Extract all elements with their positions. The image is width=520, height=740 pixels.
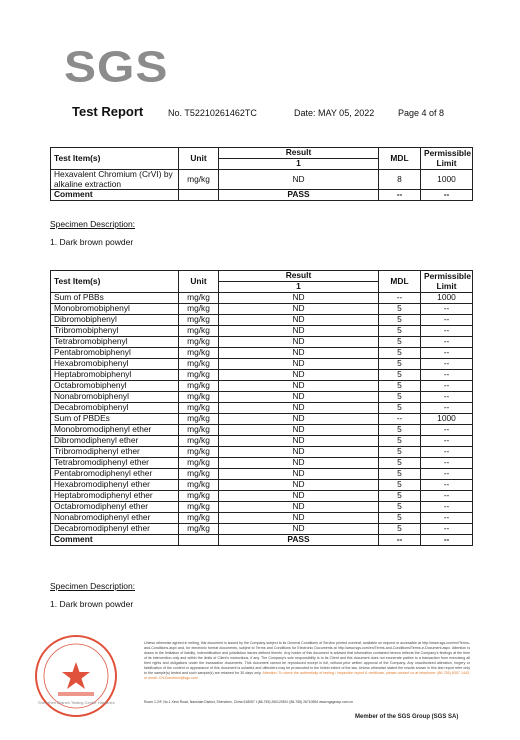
cell-limit: 1000 [421, 414, 473, 425]
cell-mdl: 5 [379, 491, 421, 502]
table-row [51, 392, 473, 403]
cell-unit: mg/kg [179, 170, 219, 190]
cell-result: ND [219, 326, 379, 337]
specimen-item: 1. Dark brown powder [50, 237, 134, 247]
sgs-seal-stamp [34, 634, 118, 718]
cell-item: Monobromobiphenyl [51, 304, 179, 315]
cell-item: Nonabromodiphenyl ether [51, 513, 179, 524]
cell-result: ND [219, 502, 379, 513]
cell-limit: -- [421, 480, 473, 491]
cell-item: Dibromobiphenyl [51, 315, 179, 326]
cell-result: ND [219, 359, 379, 370]
col-header-limit: Permissible Limit [421, 148, 473, 170]
specimen-description-2 [50, 581, 135, 609]
cell-item: Comment [51, 190, 179, 201]
cell-result: ND [219, 348, 379, 359]
report-date: Date: MAY 05, 2022 [294, 108, 375, 118]
cell-mdl: -- [379, 414, 421, 425]
cell-limit: -- [421, 381, 473, 392]
cell-result: ND [219, 480, 379, 491]
cell-item: Tetrabromobiphenyl [51, 337, 179, 348]
company-address: Room 1-2/F, No.1 Xinxi Road, Nanshan District, Shenzhen, China 518057 t (86-755) 26012053 f (86-755) 26710594 www.sgsgroup.com.cn [144, 700, 354, 704]
cell-limit: -- [421, 502, 473, 513]
col-header-result: Result [219, 148, 379, 159]
cell-result: ND [219, 469, 379, 480]
table-row [51, 326, 473, 337]
col-header-limit: Permissible Limit [421, 271, 473, 293]
report-header [72, 104, 492, 119]
report-title: Test Report [72, 104, 144, 119]
specimen-heading: Specimen Description: [50, 219, 136, 229]
table-row [51, 359, 473, 370]
sgs-member-note: Member of the SGS Group (SGS SA) [355, 714, 459, 720]
cell-mdl: 5 [379, 326, 421, 337]
cell-limit: -- [421, 458, 473, 469]
cell-limit: -- [421, 392, 473, 403]
cell-mdl: 5 [379, 513, 421, 524]
cell-limit: -- [421, 535, 473, 546]
cell-result: ND [219, 425, 379, 436]
cell-item: Hexavalent Chromium (CrVI) by alkaline extraction [51, 170, 179, 190]
table-row [51, 458, 473, 469]
page-number: Page 4 of 8 [398, 108, 445, 118]
cell-item: Comment [51, 535, 179, 546]
cell-item: Tribromobiphenyl [51, 326, 179, 337]
cell-limit: 1000 [421, 170, 473, 190]
comment-row [51, 190, 473, 201]
cell-unit [179, 190, 219, 201]
table-row [51, 348, 473, 359]
cell-limit: -- [421, 425, 473, 436]
legal-disclaimer [144, 641, 470, 681]
cell-item: Octabromodiphenyl ether [51, 502, 179, 513]
cell-mdl: 5 [379, 403, 421, 414]
col-header-result-no: 1 [219, 159, 379, 170]
cell-result: ND [219, 381, 379, 392]
cell-mdl: -- [379, 293, 421, 304]
cell-unit: mg/kg [179, 315, 219, 326]
cell-mdl: 8 [379, 170, 421, 190]
cell-result: ND [219, 392, 379, 403]
cell-unit: mg/kg [179, 304, 219, 315]
table-row [51, 491, 473, 502]
cell-limit: 1000 [421, 293, 473, 304]
table-row [51, 524, 473, 535]
cell-mdl: 5 [379, 425, 421, 436]
cell-mdl: 5 [379, 381, 421, 392]
cell-limit: -- [421, 469, 473, 480]
cell-item: Dibromodiphenyl ether [51, 436, 179, 447]
cell-item: Decabromobiphenyl [51, 403, 179, 414]
cell-item: Hexabromobiphenyl [51, 359, 179, 370]
cell-unit: mg/kg [179, 337, 219, 348]
cell-mdl: 5 [379, 348, 421, 359]
cell-unit: mg/kg [179, 480, 219, 491]
cell-result: ND [219, 337, 379, 348]
cell-mdl: 5 [379, 524, 421, 535]
cell-unit: mg/kg [179, 392, 219, 403]
table-row [51, 436, 473, 447]
cell-mdl: 5 [379, 436, 421, 447]
col-header-result: Result [219, 271, 379, 282]
table-row [51, 513, 473, 524]
cell-unit: mg/kg [179, 425, 219, 436]
table-row [51, 480, 473, 491]
cell-mdl: 5 [379, 337, 421, 348]
cell-limit: -- [421, 491, 473, 502]
specimen-item: 1. Dark brown powder [50, 599, 134, 609]
cell-item: Octabromobiphenyl [51, 381, 179, 392]
cell-result: ND [219, 414, 379, 425]
cell-result: ND [219, 370, 379, 381]
cell-item: Decabromodiphenyl ether [51, 524, 179, 535]
cell-item: Nonabromobiphenyl [51, 392, 179, 403]
cell-unit: mg/kg [179, 348, 219, 359]
table-row [51, 170, 473, 190]
cell-unit: mg/kg [179, 293, 219, 304]
cell-item: Pentabromobiphenyl [51, 348, 179, 359]
cell-unit: mg/kg [179, 359, 219, 370]
col-header-result-no: 1 [219, 282, 379, 293]
cell-mdl: 5 [379, 315, 421, 326]
cell-unit: mg/kg [179, 447, 219, 458]
sgs-logo: SGS [64, 43, 169, 92]
cell-result: ND [219, 403, 379, 414]
authenticity-notice: Attention: To check the authenticity of testing / inspection report & certificate, please contact us at telephone: (86-755) 8307 1443, or email: CN.Doccheck@sgs.com [144, 671, 470, 680]
table-row [51, 337, 473, 348]
col-header-mdl: MDL [379, 271, 421, 293]
cell-mdl: -- [379, 535, 421, 546]
cell-limit: -- [421, 359, 473, 370]
cell-unit: mg/kg [179, 326, 219, 337]
flame-retardant-table [50, 270, 473, 546]
cell-item: Tetrabromodiphenyl ether [51, 458, 179, 469]
cell-mdl: 5 [379, 304, 421, 315]
col-header-mdl: MDL [379, 148, 421, 170]
cell-result: ND [219, 170, 379, 190]
cell-limit: -- [421, 403, 473, 414]
cell-unit: mg/kg [179, 502, 219, 513]
cell-mdl: -- [379, 190, 421, 201]
col-header-item: Test Item(s) [51, 271, 179, 293]
col-header-item: Test Item(s) [51, 148, 179, 170]
table-row [51, 469, 473, 480]
cell-mdl: 5 [379, 447, 421, 458]
cell-unit: mg/kg [179, 414, 219, 425]
cell-result: ND [219, 315, 379, 326]
table-row [51, 370, 473, 381]
cell-item: Heptabromodiphenyl ether [51, 491, 179, 502]
specimen-description-1 [50, 219, 135, 247]
table-row [51, 447, 473, 458]
cell-limit: -- [421, 190, 473, 201]
report-number: No. T52210261462TC [168, 108, 257, 118]
cell-unit: mg/kg [179, 381, 219, 392]
cell-result: ND [219, 293, 379, 304]
cell-result: ND [219, 491, 379, 502]
chromium-table [50, 147, 473, 201]
disclaimer-text: Unless otherwise agreed in writing, this document is issued by the Company subject to its General Conditions of Service printed overleaf, available on request or accessible at http://www.sgs.com/en/Terms-and-Conditions.aspx and, for electronic format documents, subject to Terms and Conditions for Electronic Documents at http://www.sgs.com/en/Terms-and-Conditions/Terms-e-Document.aspx. Attention is drawn to the limitation of liability, indemnification and jurisdiction issues defined therein. Any holder of this document is advised that information contained hereon reflects the Company's findings at the time of its intervention only and within the limits of Client's instructions, if any. The Company's sole responsibility is to its Client and this document does not exonerate parties to a transaction from exercising all their rights and obligations under the transaction documents. This document cannot be reproduced except in full, without prior written approval of the Company. Any unauthorized alteration, forgery or falsification of the content or appearance of this document is unlawful and offenders may be prosecuted to the fullest extent of the law. Unless otherwise stated the results shown in this test report refer only to the sample(s) tested and such sample(s) are retained for 30 days only. [144, 641, 470, 675]
table-row [51, 293, 473, 304]
cell-unit: mg/kg [179, 370, 219, 381]
cell-result: ND [219, 436, 379, 447]
cell-mdl: 5 [379, 458, 421, 469]
cell-unit: mg/kg [179, 524, 219, 535]
cell-limit: -- [421, 370, 473, 381]
cell-unit: mg/kg [179, 491, 219, 502]
cell-item: Pentabromodiphenyl ether [51, 469, 179, 480]
cell-limit: -- [421, 436, 473, 447]
col-header-unit: Unit [179, 148, 219, 170]
cell-limit: -- [421, 337, 473, 348]
cell-unit: mg/kg [179, 436, 219, 447]
comment-row [51, 535, 473, 546]
cell-result: PASS [219, 535, 379, 546]
cell-result: ND [219, 304, 379, 315]
cell-mdl: 5 [379, 359, 421, 370]
cell-limit: -- [421, 348, 473, 359]
table-row [51, 403, 473, 414]
cell-limit: -- [421, 315, 473, 326]
table-row [51, 414, 473, 425]
cell-result: ND [219, 458, 379, 469]
cell-result: PASS [219, 190, 379, 201]
cell-limit: -- [421, 447, 473, 458]
cell-unit: mg/kg [179, 458, 219, 469]
cell-limit: -- [421, 524, 473, 535]
cell-limit: -- [421, 513, 473, 524]
cell-limit: -- [421, 304, 473, 315]
cell-limit: -- [421, 326, 473, 337]
table-row [51, 502, 473, 513]
cell-mdl: 5 [379, 469, 421, 480]
cell-item: Sum of PBDEs [51, 414, 179, 425]
cell-unit: mg/kg [179, 469, 219, 480]
cell-item: Monobromodiphenyl ether [51, 425, 179, 436]
cell-result: ND [219, 524, 379, 535]
table-row [51, 381, 473, 392]
cell-unit: mg/kg [179, 403, 219, 414]
cell-mdl: 5 [379, 502, 421, 513]
table-row [51, 425, 473, 436]
cell-item: Tribromodiphenyl ether [51, 447, 179, 458]
cell-item: Hexabromodiphenyl ether [51, 480, 179, 491]
cell-unit [179, 535, 219, 546]
cell-unit: mg/kg [179, 513, 219, 524]
cell-mdl: 5 [379, 370, 421, 381]
specimen-heading: Specimen Description: [50, 581, 136, 591]
cell-item: Sum of PBBs [51, 293, 179, 304]
stamp-caption: Shenzhen Branch Testing Center Hardlines [38, 700, 115, 705]
col-header-unit: Unit [179, 271, 219, 293]
cell-item: Heptabromobiphenyl [51, 370, 179, 381]
cell-mdl: 5 [379, 480, 421, 491]
cell-mdl: 5 [379, 392, 421, 403]
table-row [51, 315, 473, 326]
cell-result: ND [219, 447, 379, 458]
cell-result: ND [219, 513, 379, 524]
table-row [51, 304, 473, 315]
